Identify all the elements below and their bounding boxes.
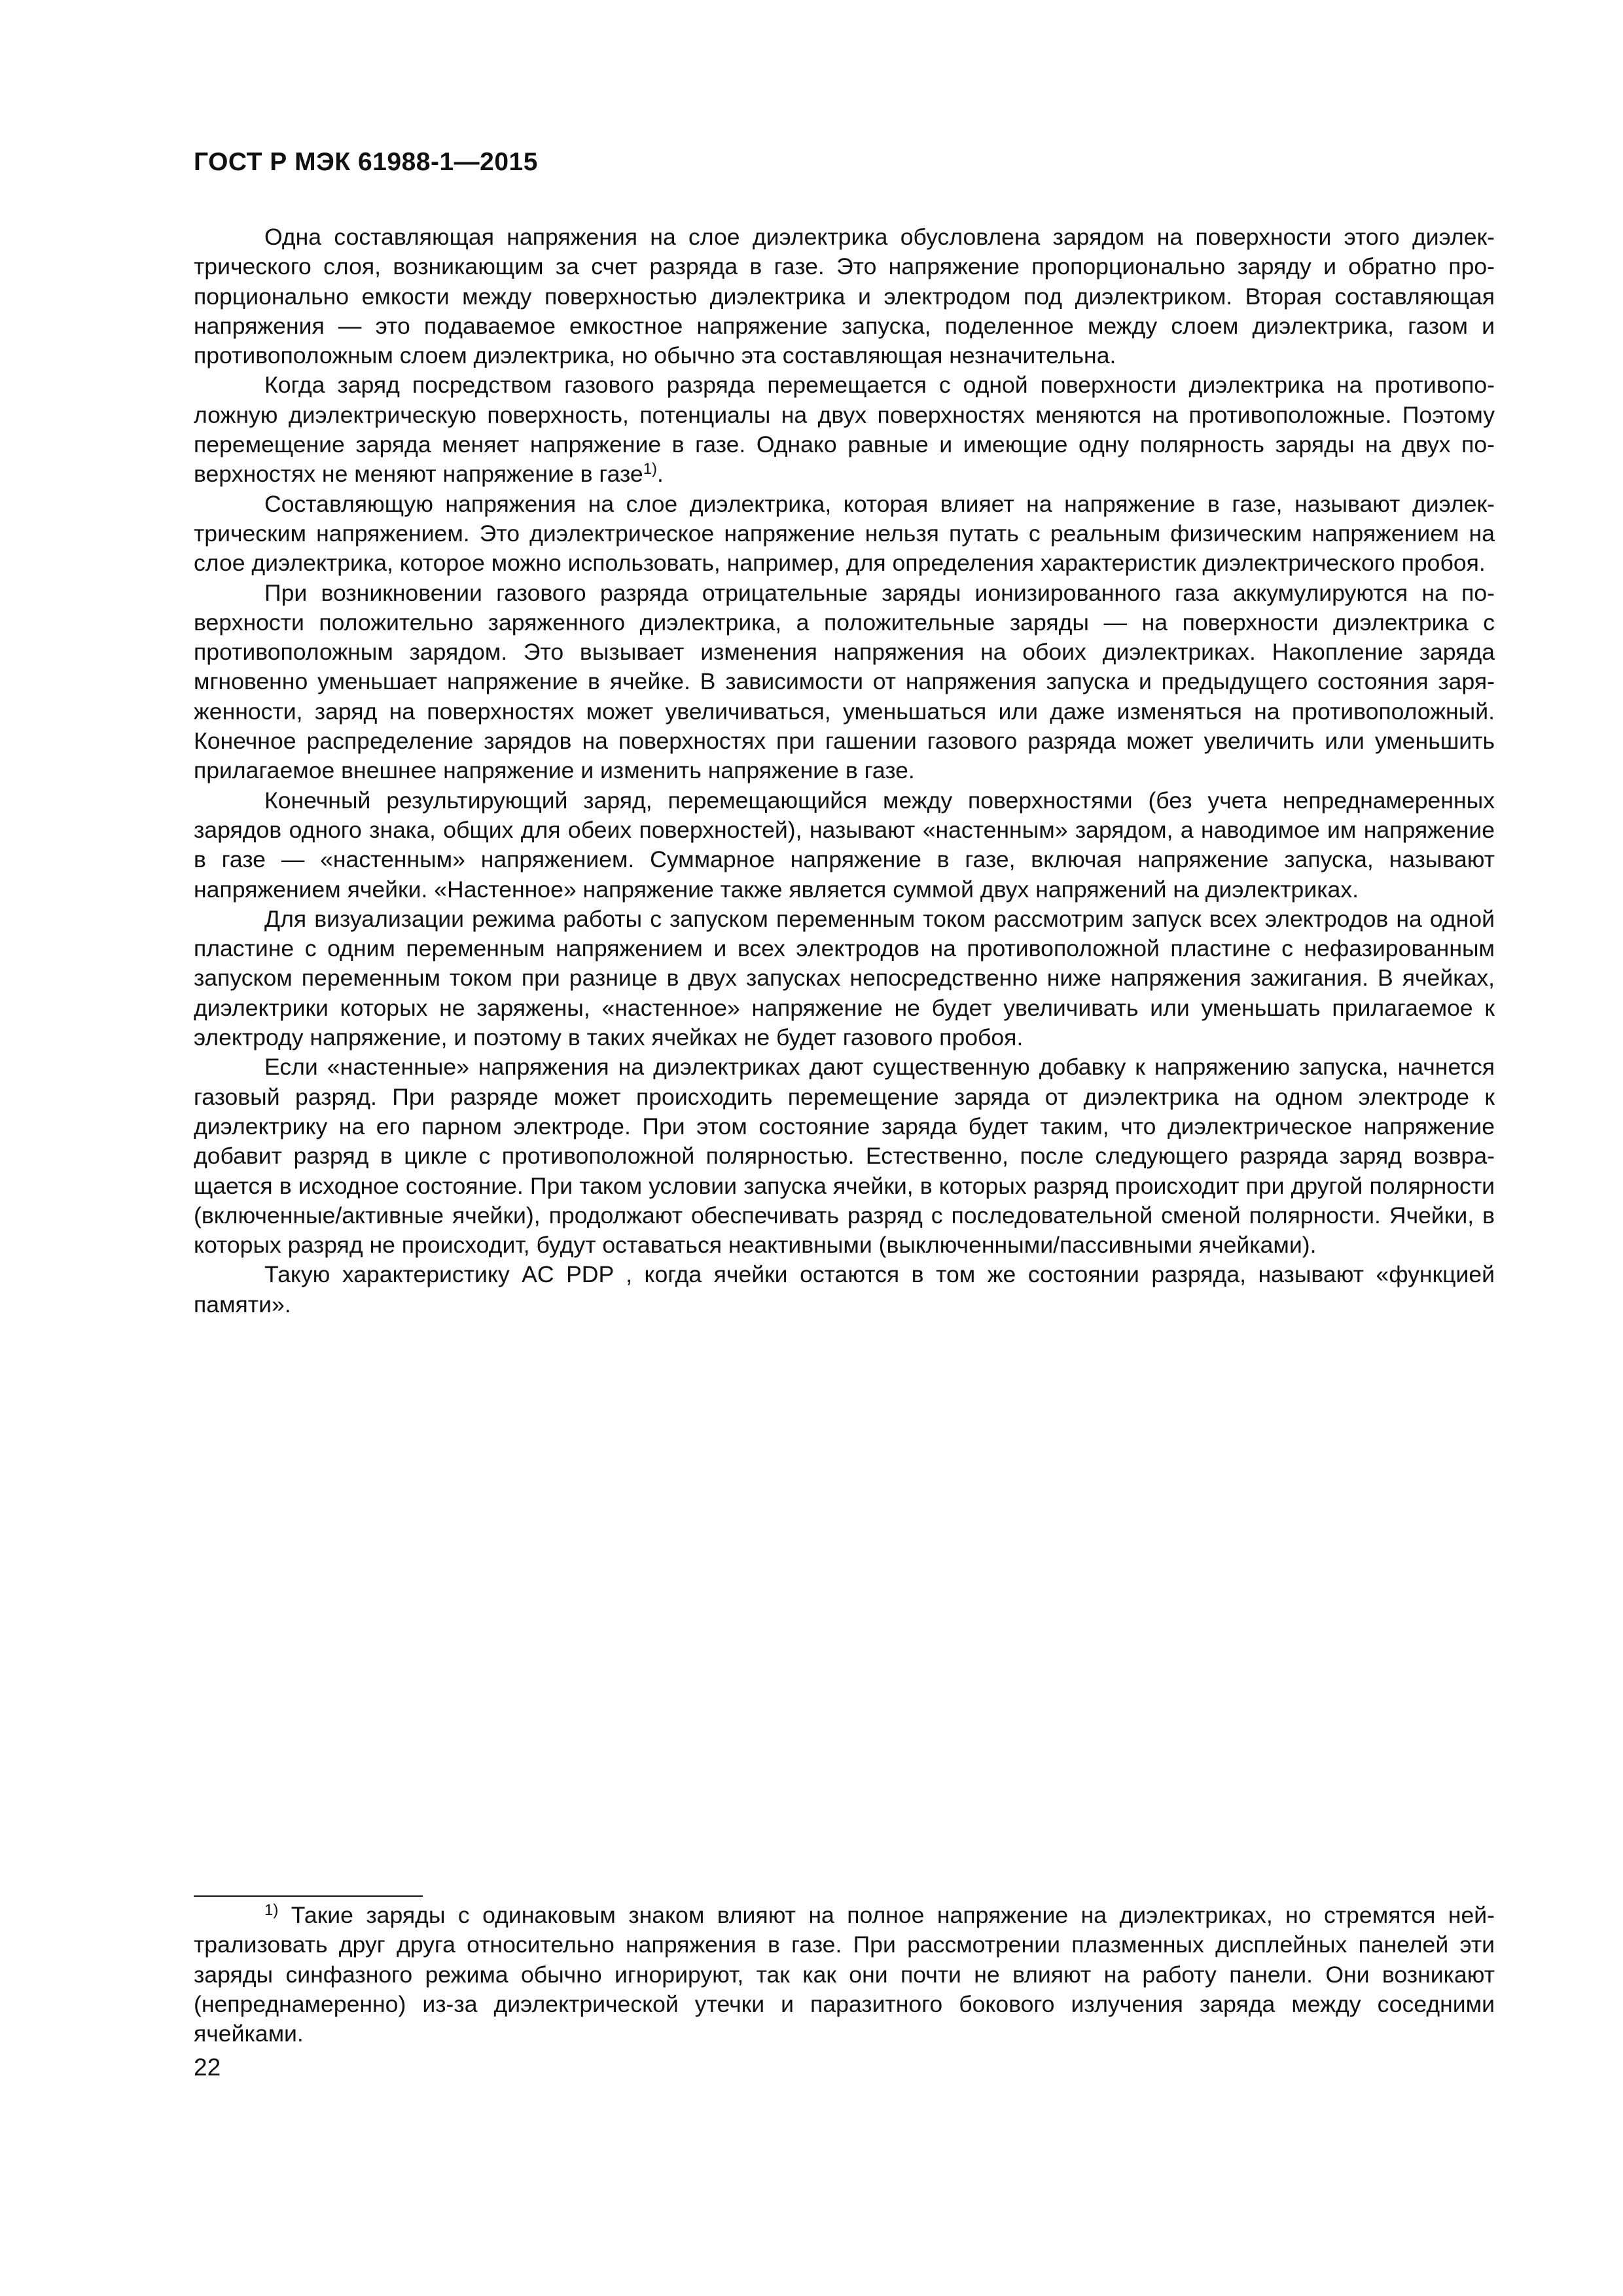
paragraph-2-tail: . [657, 461, 664, 488]
paragraph-5: Конечный результирующий заряд, перемещающийся между поверхностями (без учета непреднамеренных зарядов одного знака, общих для обеих поверхностей), называют «настенным» зарядом, а наводимое им напряжение в газе — «настенным» напряжением. Суммарное напряжение в газе, включая напряжение запуска, называют напряжением ячейки. «Настенное» напряжение также является суммой двух напряжений на диэлектриках. [194, 787, 1495, 903]
paragraph-6: Для визуализации режима работы с запуском переменным током рассмотрим запуск всех электродов на одной пластине с одним переменным напряжением и всех электродов на противоположной пластине с нефазированным запуском переменным током при разнице в двух запусках непосредственно ниже напряжения зажигания. В ячейках, диэлектрики которых не заряжены, «настенное» напряжение не будет увеличивать или уменьшать прилагаемое к электроду напряжение, и поэтому в таких ячейках не будет газового пробоя. [194, 905, 1495, 1051]
footnote-reference[interactable]: 1) [643, 460, 658, 478]
footnote-marker: 1) [264, 1901, 279, 1919]
body-text [194, 223, 1495, 1319]
footnote-paragraph [194, 1901, 1495, 2049]
footnote-separator [194, 1895, 423, 1897]
page-number: 22 [194, 2054, 221, 2081]
paragraph-4: При возникновении газового разряда отрицательные заряды ионизированного газа аккумулируются на поверхности положительно заряженного диэлектрика, а положительные заряды — на поверхности диэлектрика с противоположным зарядом. Это вызывает изменения напряжения на обоих диэлектриках. Накопление заряда мгновенно уменьшает напряжение в ячейке. В зависимости от напряжения запуска и предыдущего состояния заряженности, заряд на поверхностях может увеличиваться, уменьшаться или даже изменяться на противоположный. Конечное распределение зарядов на поверхностях при гашении газового разряда может увеличить или уменьшить прилагаемое внешнее напряжение и изменить напряжение в газе. [194, 579, 1495, 784]
paragraph-1: Одна составляющая напряжения на слое диэлектрика обусловлена зарядом на поверхности этого диэлектрического слоя, возникающим за счет разряда в газе. Это напряжение пропорционально заряду и обратно пропорционально емкости между поверхностью диэлектрика и электродом под диэлектриком. Вторая составляющая напряжения — это подаваемое емкостное напряжение запуска, поделенное между слоем диэлектрика, газом и противоположным слоем диэлектрика, но обычно эта составляющая незначительна. [194, 224, 1495, 369]
paragraph-2-text: Когда заряд посредством газового разряда перемещается с одной поверхности диэлектрика на противоположную диэлектрическую поверхность, потенциалы на двух поверхностях меняются на противоположные. Поэтому перемещение заряда меняет напряжение в газе. Однако равные и имеющие одну полярность заряды на двух поверхностях не меняют напряжение в газе [194, 372, 1495, 488]
paragraph-2 [194, 370, 1495, 489]
paragraph-8: Такую характеристику AC PDP , когда ячейки остаются в том же состоянии разряда, называют «функцией памяти». [194, 1261, 1495, 1318]
paragraph-7: Если «настенные» напряжения на диэлектриках дают существенную добавку к напряжению запуска, начнется газовый разряд. При разряде может происходить перемещение заряда от диэлектрика на одном электроде к диэлектрику на его парном электроде. При этом состояние заряда будет таким, что диэлектрическое напряжение добавит разряд в цикле с противоположной полярностью. Естественно, после следующего разряда заряд возвращается в исходное состояние. При таком условии запуска ячейки, в которых разряд происходит при другой полярности (включенные/активные ячейки), продолжают обеспечивать разряд с последовательной сменой полярности. Ячейки, в которых разряд не происходит, будут оставаться неактивными (выключенными/пассивными ячейками). [194, 1054, 1495, 1259]
standard-designation-header: ГОСТ Р МЭК 61988-1—2015 [194, 148, 538, 176]
footnote-text: Такие заряды с одинаковым знаком влияют на полное напряжение на диэлектриках, но стремятся нейтрализовать друг друга относительно напряжения в газе. При рассмотрении плазменных дисплейных панелей эти заряды синфазного режима обычно игнорируют, так как они почти не влияют на работу панели. Они возникают (непреднамеренно) из-за диэлектрической утечки и паразитного бокового излучения заряда между соседними ячейками. [194, 1902, 1495, 2047]
footnote [194, 1901, 1495, 2049]
paragraph-3: Составляющую напряжения на слое диэлектрика, которая влияет на напряжение в газе, называют диэлектрическим напряжением. Это диэлектрическое напряжение нельзя путать с реальным физическим напряжением на слое диэлектрика, которое можно использовать, например, для определения характеристик диэлектрического пробоя. [194, 490, 1495, 577]
